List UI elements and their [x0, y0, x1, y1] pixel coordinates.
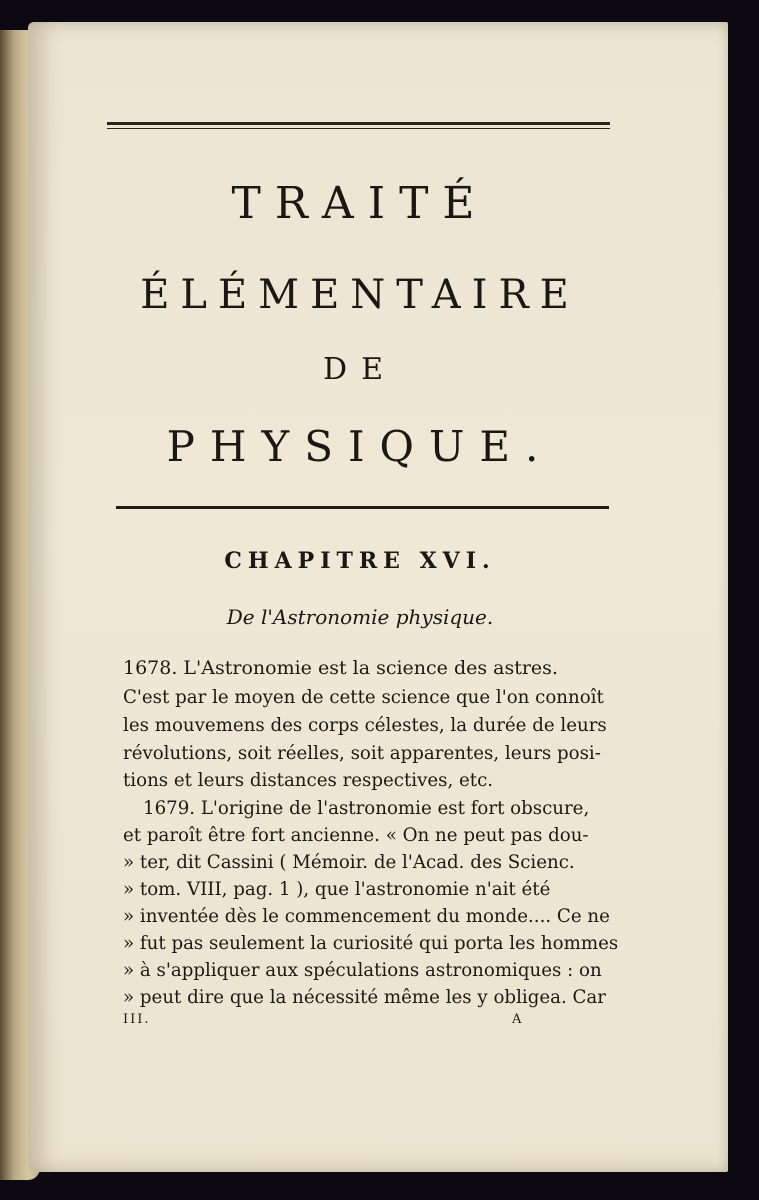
chapter-heading: CHAPITRE XVI. [224, 548, 496, 574]
body-line-7: et paroît être fort ancienne. « On ne peut pas dou- [123, 825, 589, 846]
body-line-3: les mouvemens des corps célestes, la durée de leurs [123, 715, 607, 736]
body-line-5: tions et leurs distances respectives, etc. [123, 770, 494, 791]
body-line-11: » fut pas seulement la curiosité qui porta les hommes [123, 933, 619, 954]
body-line-4: révolutions, soit réelles, soit apparentes, leurs posi- [123, 743, 601, 764]
title-divider-rule [116, 506, 609, 509]
top-rule-thick [107, 122, 610, 125]
body-line-6: 1679. L'origine de l'astronomie est fort obscure, [143, 798, 590, 819]
title-line-1: TRAITÉ [231, 178, 489, 229]
body-line-13: » peut dire que la nécessité même les y obligea. Car [123, 987, 606, 1008]
volume-number: III. [123, 1012, 151, 1027]
body-line-9: » tom. VIII, pag. 1 ), que l'astronomie n'ait été [123, 879, 551, 900]
signature-mark: A [512, 1012, 522, 1027]
title-line-2: ÉLÉMENTAIRE [140, 272, 580, 318]
body-line-8: » ter, dit Cassini ( Mémoir. de l'Acad. des Scienc. [123, 852, 575, 873]
top-rule-thin [107, 128, 610, 129]
body-line-1: 1678. L'Astronomie est la science des astres. [123, 657, 558, 679]
title-line-3: DE [323, 352, 397, 387]
chapter-subtitle: De l'Astronomie physique. [226, 605, 494, 629]
body-line-2: C'est par le moyen de cette science que l'on connoît [123, 687, 604, 708]
title-line-4: PHYSIQUE. [166, 422, 554, 471]
body-line-12: » à s'appliquer aux spéculations astronomiques : on [123, 960, 602, 981]
body-line-10: » inventée dès le commencement du monde.... Ce ne [123, 906, 610, 927]
